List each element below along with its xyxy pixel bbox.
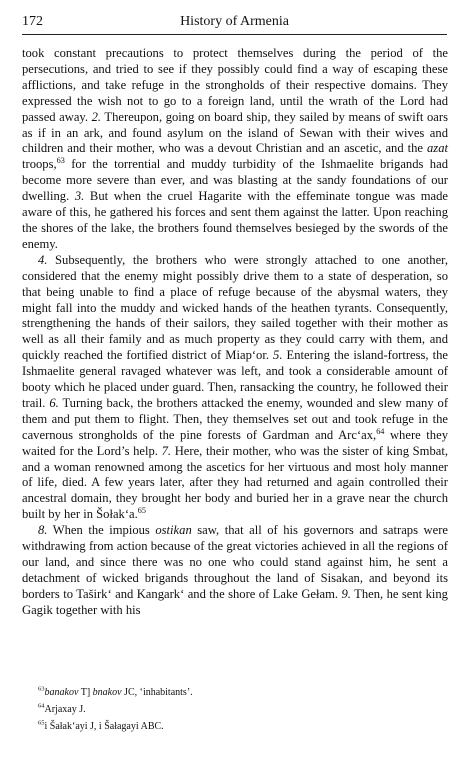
italic-text: 2. bbox=[91, 109, 102, 124]
footnote-marker: 64 bbox=[38, 702, 45, 710]
italic-text: 7. bbox=[161, 443, 172, 458]
italic-text: 4. bbox=[38, 252, 48, 267]
paragraph: 4. Subsequently, the brothers who were strongly attached to one another, considered that the enemy might possibly drive them to a state of desperation, so that being unable to find a place of refuge because of the abysmal waters, they might fall into the muddy and wicked hands of the heathen tyrants. Consequently, strengthening the hands of their sailors, they sailed together with their mother as well as all their family and as much property as they could carry with them, and quickly reached the fortified district of Miapʻor. 5. Entering the island-fortress, the Ishmaelite general ravaged whatever was left, and took a considerable amount of booty which he placed under guard. Then, ransacking the country, he followed their trail. 6. Turning back, the brothers attacked the enemy, wounded and slew many of them and put them to flight. Then, they themselves set out and took refuge in the cavernous strongholds of the pine forests of Gardman and Arcʻax,$^{64}$ where they waited for the Lord’s help. 7. Here, their mother, who was the sister of king Smbat, and a woman renowned among the ascetics for her virtuous and most holy manner of life, died. A few years later, after they had returned and again controlled their ancestral domain, they brought her body and buried her in a grave near the church built by her in Šołakʻa.$^{65}$ bbox=[22, 252, 449, 522]
italic-text: banakov bbox=[44, 687, 79, 698]
italic-text: bnakov bbox=[92, 687, 122, 698]
running-title: History of Armenia bbox=[180, 14, 289, 29]
footnote-marker: 64 bbox=[376, 426, 385, 436]
page-header bbox=[22, 14, 447, 35]
italic-text: 6. bbox=[49, 395, 59, 410]
footnote-marker: 65 bbox=[137, 506, 146, 516]
footnote-marker: 63 bbox=[38, 685, 45, 693]
italic-text: 5. bbox=[273, 348, 283, 363]
italic-text: 8. bbox=[38, 523, 48, 538]
footnote: $^{63}$banakov T] bnakov JC, ‘inhabitants’. bbox=[38, 685, 193, 698]
footnote: $^{65}$i Šałakʻayi J, i Šałagayi ABC. bbox=[38, 719, 164, 732]
italic-text: ostikan bbox=[155, 523, 192, 538]
footnote-marker: 65 bbox=[38, 719, 45, 727]
page-number: 172 bbox=[22, 14, 43, 29]
paragraph: took constant precautions to protect themselves during the period of the persecutions, and tried to see if they possibly could find a way of escaping these afflictions, and take refuge in the strongholds of their respective domains. They expressed the wish not to go to a foreign land, until the wrath of the Lord had passed away. 2. Thereupon, going on board ship, they sailed by means of swift oars as if in an ark, and found asylum on the island of Sewan with their wives and children and their mother, who was a devout Christian and an ascetic, and the azat troops,$^{63}$ for the torrential and muddy turbidity of the Ishmaelite brigands had become more severe than ever, and was blasting at the sandy foundations of our dwelling. 3. But when the cruel Hagarite with the effeminate tongue was made aware of this, he gathered his forces and sent them against the latter. Upon reaching the shores of the lake, the brothers found themselves besieged by the swords of the enemy. bbox=[22, 46, 448, 251]
italic-text: 3. bbox=[74, 189, 85, 204]
italic-text: 9. bbox=[341, 586, 351, 601]
italic-text: azat bbox=[427, 141, 448, 156]
footnotes bbox=[38, 684, 447, 735]
body-text bbox=[22, 46, 448, 619]
paragraph: 8. When the impious ostikan saw, that all of his governors and satraps were withdrawing from action because of the great victories achieved in all the regions of our land, and since there was no one who could stand against him, he sent a detachment of wicked brigands throughout the land of Sisakan, and beyond its borders to Taširkʻ and Kangarkʻ and the shore of Lake Gełam. 9. Then, he sent king Gagik together with his bbox=[22, 523, 448, 617]
footnote-marker: 63 bbox=[56, 156, 65, 166]
footnote: $^{64}$Arjaxay J. bbox=[38, 702, 86, 715]
